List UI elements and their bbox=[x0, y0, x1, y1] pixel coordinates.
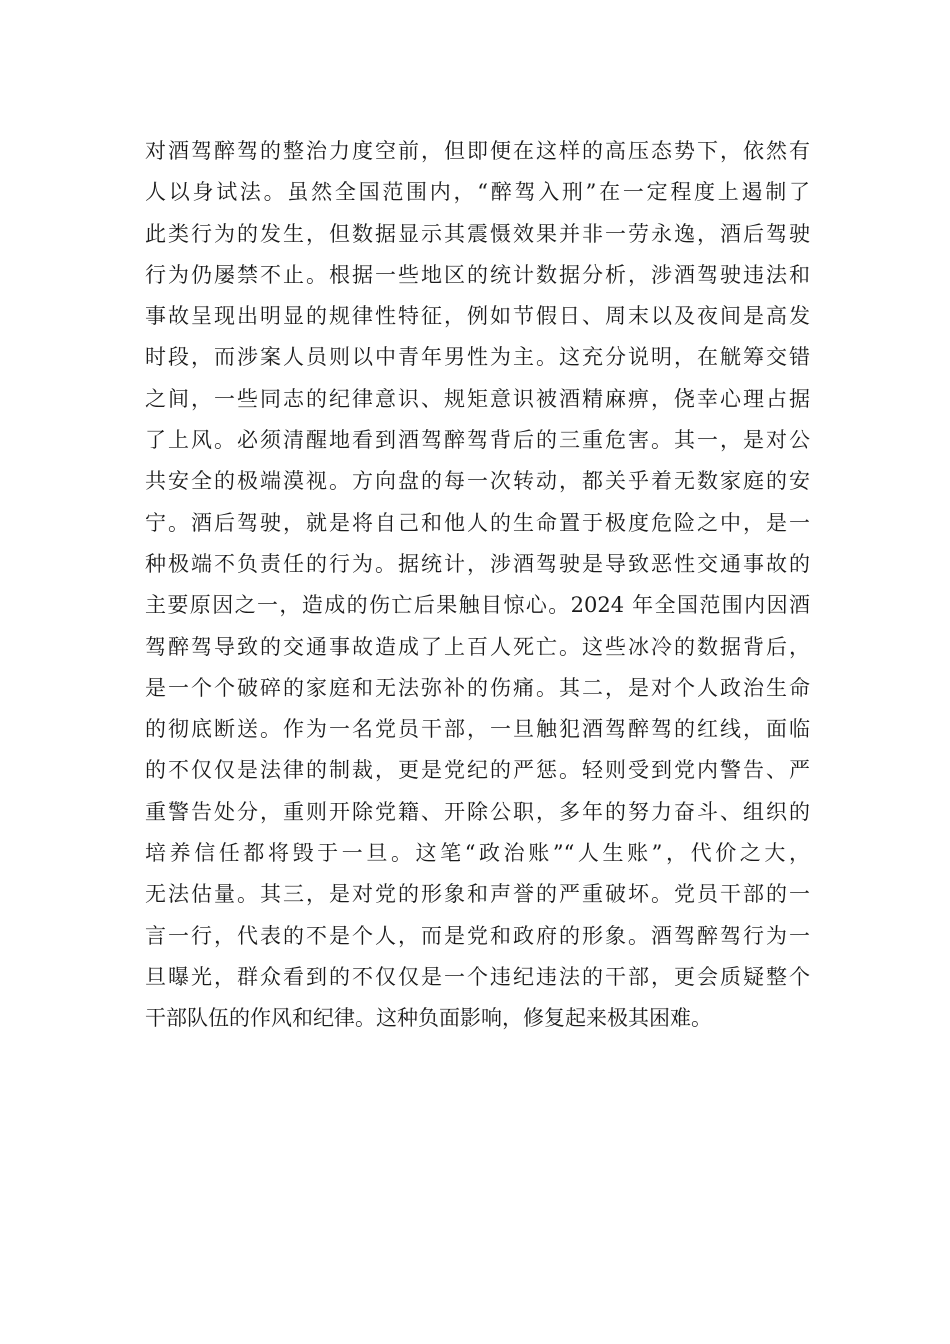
text-line: 言一行，代表的不是个人，而是党和政府的形象。酒驾醉驾行为一 bbox=[145, 923, 810, 948]
text-line: 主要原因之一，造成的伤亡后果触目惊心。2024 年全国范围内因酒 bbox=[145, 593, 810, 618]
text-line: 共安全的极端漠视。方向盘的每一次转动，都关乎着无数家庭的安 bbox=[145, 469, 810, 494]
text-line: 之间，一些同志的纪律意识、规矩意识被酒精麻痹，侥幸心理占据 bbox=[145, 386, 810, 411]
text-line: 重警告处分，重则开除党籍、开除公职，多年的努力奋斗、组织的 bbox=[145, 799, 810, 824]
text-line: 旦曝光，群众看到的不仅仅是一个违纪违法的干部，更会质疑整个 bbox=[145, 964, 810, 989]
text-line: 是一个个破碎的家庭和无法弥补的伤痛。其二，是对个人政治生命 bbox=[145, 675, 810, 700]
text-line: 培养信任都将毁于一旦。这笔“政治账”“人生账”，代价之大， bbox=[145, 841, 810, 866]
text-line: 种极端不负责任的行为。据统计，涉酒驾驶是导致恶性交通事故的 bbox=[145, 551, 810, 576]
text-line: 对酒驾醉驾的整治力度空前，但即便在这样的高压态势下，依然有 bbox=[145, 139, 810, 163]
text-line: 驾醉驾导致的交通事故造成了上百人死亡。这些冰冷的数据背后， bbox=[145, 634, 810, 659]
text-line: 了上风。必须清醒地看到酒驾醉驾背后的三重危害。其一，是对公 bbox=[145, 428, 810, 453]
text-line: 时段，而涉案人员则以中青年男性为主。这充分说明，在觥筹交错 bbox=[145, 345, 810, 370]
body-paragraph bbox=[145, 131, 810, 1040]
text-line: 事故呈现出明显的规律性特征，例如节假日、周末以及夜间是高发 bbox=[145, 304, 810, 329]
text-line: 的彻底断送。作为一名党员干部，一旦触犯酒驾醉驾的红线，面临 bbox=[145, 717, 810, 742]
text-line: 行为仍屡禁不止。根据一些地区的统计数据分析，涉酒驾驶违法和 bbox=[145, 262, 810, 287]
text-line: 宁。酒后驾驶，就是将自己和他人的生命置于极度危险之中，是一 bbox=[145, 510, 810, 535]
text-line: 的不仅仅是法律的制裁，更是党纪的严惩。轻则受到党内警告、严 bbox=[145, 758, 810, 783]
text-line: 无法估量。其三，是对党的形象和声誉的严重破坏。党员干部的一 bbox=[145, 882, 810, 907]
text-line: 人以身试法。虽然全国范围内，“醉驾入刑”在一定程度上遏制了 bbox=[145, 180, 810, 205]
text-line: 此类行为的发生，但数据显示其震慑效果并非一劳永逸，酒后驾驶 bbox=[145, 221, 810, 246]
text-line: 干部队伍的作风和纪律。这种负面影响，修复起来极其困难。 bbox=[145, 1006, 712, 1031]
